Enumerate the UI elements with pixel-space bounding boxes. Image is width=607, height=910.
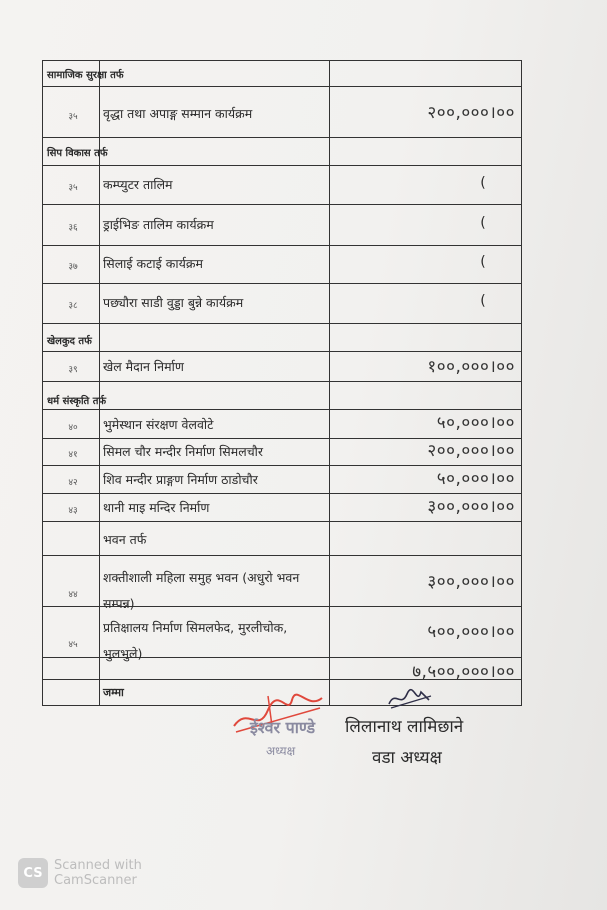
ward-chair-title: वडा अध्यक्ष (372, 748, 442, 768)
row-program-name: शिव मन्दीर प्राङ्गण निर्माण ठाडोचौर (103, 472, 258, 487)
ward-chair-name: लिलानाथ लामिछाने (345, 717, 464, 737)
row-divider (43, 137, 521, 138)
row-program-name: शक्तीशाली महिला समुह भवन (अधुरो भवन सम्पन्न) (103, 570, 300, 611)
row-program-name: खेल मैदान निर्माण (103, 359, 184, 374)
section-skill-development: सिप विकास तर्फ (47, 148, 108, 159)
row-amount: ३००,०००।०० (427, 497, 515, 517)
row-number: ४१ (68, 450, 78, 460)
row-program-name: भुमेस्थान संरक्षण वेलवोटे (103, 417, 214, 432)
row-program-name: सिमल चौर मन्दीर निर्माण सिमलचौर (103, 444, 263, 459)
row-amount: २००,०००।०० (427, 103, 515, 123)
camscanner-watermark (18, 858, 142, 888)
row-divider (43, 381, 521, 382)
row-program-name: थानी माइ मन्दिर निर्माण (103, 500, 210, 515)
row-divider (43, 245, 521, 246)
row-amount-mark: ( (480, 293, 486, 309)
row-amount: २००,०००।०० (427, 441, 515, 461)
subsection-building: भवन तर्फ (103, 532, 147, 547)
watermark-line1: Scanned with (54, 858, 142, 873)
row-program-name: सिलाई कटाई कार्यक्रम (103, 256, 203, 271)
row-divider (43, 555, 521, 556)
row-number: ३८ (68, 301, 78, 311)
row-program-name: वृद्धा तथा अपाङ्ग सम्मान कार्यक्रम (103, 106, 253, 121)
row-program-name: पछ्यौरा साडी वुड्डा बुन्ने कार्यक्रम (103, 295, 244, 310)
row-divider (43, 165, 521, 166)
row-number: ४२ (68, 478, 78, 488)
row-amount: ५००,०००।०० (427, 622, 515, 642)
watermark-text (54, 858, 142, 888)
stamp-name: ईश्वर पाण्डे (250, 718, 316, 737)
row-amount: १००,०००।०० (427, 357, 515, 377)
row-program-name: कम्प्युटर तालिम (103, 177, 173, 192)
row-program-name: ड्राईभिङ तालिम कार्यक्रम (103, 217, 214, 232)
row-program-name: प्रतिक्षालय निर्माण सिमलफेद, मुरलीचोक, भुलभुले) (103, 620, 288, 661)
row-number: ४५ (68, 640, 78, 650)
col-divider-amount (329, 61, 330, 705)
row-number: ३७ (68, 262, 78, 272)
total-label: जम्मा (103, 686, 124, 699)
row-divider (43, 283, 521, 284)
section-social-security: सामाजिक सुरक्षा तर्फ (47, 70, 124, 81)
row-amount-mark: ( (480, 215, 486, 231)
total-amount: ७,५००,०००।०० (412, 662, 515, 682)
row-number: ४३ (68, 506, 78, 516)
row-divider (43, 204, 521, 205)
row-amount-mark: ( (480, 175, 486, 191)
ward-chair-signature-icon (385, 686, 435, 712)
row-divider (43, 521, 521, 522)
row-divider (43, 323, 521, 324)
camscanner-logo-icon: CS (18, 858, 48, 888)
chairperson-stamp (228, 686, 328, 766)
row-divider (43, 86, 521, 87)
row-number: ३९ (68, 365, 78, 375)
row-number: ३६ (68, 223, 78, 233)
section-sports: खेलकुद तर्फ (47, 336, 92, 347)
budget-table (42, 60, 522, 706)
row-number: ३५ (68, 112, 78, 122)
row-number: ३५ (68, 183, 78, 193)
row-number: ४० (68, 423, 78, 433)
row-number: ४४ (68, 590, 78, 600)
section-religion-culture: धर्म संस्कृति तर्फ (47, 396, 107, 407)
row-amount: ५०,०००।०० (436, 469, 515, 489)
row-amount-mark: ( (480, 254, 486, 270)
watermark-line2: CamScanner (54, 873, 137, 888)
row-divider (43, 351, 521, 352)
row-amount: ५०,०००।०० (436, 413, 515, 433)
row-amount: ३००,०००।०० (427, 572, 515, 592)
stamp-title: अध्यक्ष (266, 744, 296, 758)
